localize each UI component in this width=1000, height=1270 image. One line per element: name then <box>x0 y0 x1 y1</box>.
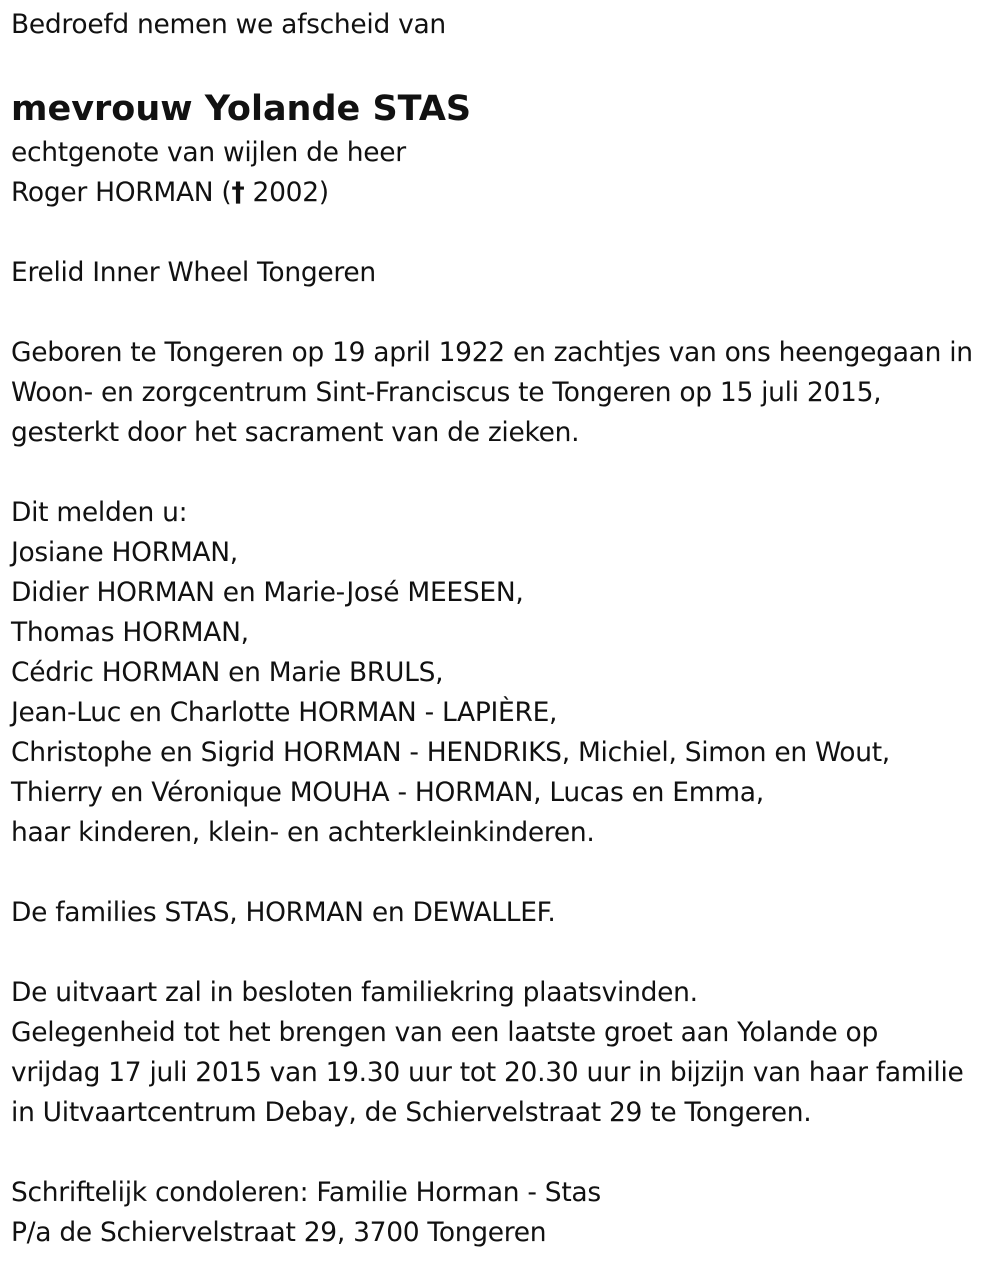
announcer-line: Josiane HORMAN, <box>11 537 238 568</box>
announcer-line: Thierry en Véronique MOUHA - HORMAN, Lucas en Emma, <box>11 777 764 808</box>
spacer <box>11 213 1000 253</box>
announcer-line: Thomas HORMAN, <box>11 617 249 648</box>
intro-text: Bedroefd nemen we afscheid van <box>11 9 446 40</box>
condolences-block <box>11 1173 1000 1253</box>
spouse-death-year: 2002) <box>244 177 329 208</box>
announcer-line: Didier HORMAN en Marie-José MEESEN, <box>11 577 524 608</box>
spacer <box>11 933 1000 973</box>
funeral-line: in Uitvaartcentrum Debay, de Schiervelstraat 29 te Tongeren. <box>11 1097 812 1128</box>
funeral-line: Gelegenheid tot het brengen van een laatste groet aan Yolande op <box>11 1017 878 1048</box>
spouse-name: Roger HORMAN ( <box>11 177 232 208</box>
spacer <box>11 293 1000 333</box>
funeral-line: vrijdag 17 juli 2015 van 19.30 uur tot 20.30 uur in bijzijn van haar familie <box>11 1057 964 1088</box>
spouse-line-2 <box>11 173 1000 213</box>
families-text: De families STAS, HORMAN en DEWALLEF. <box>11 897 556 928</box>
biography-block <box>11 333 1000 453</box>
funeral-block <box>11 973 1000 1133</box>
biography-line: Woon- en zorgcentrum Sint-Franciscus te Tongeren op 15 juli 2015, <box>11 377 882 408</box>
membership-text: Erelid Inner Wheel Tongeren <box>11 257 376 288</box>
deceased-name: mevrouw Yolande STAS <box>11 89 472 129</box>
announcer-line: haar kinderen, klein- en achterkleinkinderen. <box>11 817 595 848</box>
spacer <box>11 853 1000 893</box>
spouse-line-1: echtgenote van wijlen de heer <box>11 137 406 168</box>
announcer-line: Cédric HORMAN en Marie BRULS, <box>11 657 444 688</box>
funeral-line: De uitvaart zal in besloten familiekring plaatsvinden. <box>11 977 698 1008</box>
condolences-line: Schriftelijk condoleren: Familie Horman - Stas <box>11 1177 601 1208</box>
announcers-heading: Dit melden u: <box>11 497 188 528</box>
spacer <box>11 453 1000 493</box>
biography-line: Geboren te Tongeren op 19 april 1922 en zachtjes van ons heengegaan in <box>11 337 973 368</box>
announcers-list <box>11 533 1000 853</box>
cross-icon: † <box>231 177 245 208</box>
announcer-line: Jean-Luc en Charlotte HORMAN - LAPIÈRE, <box>11 697 558 728</box>
biography-line: gesterkt door het sacrament van de zieken. <box>11 417 580 448</box>
spacer <box>11 1133 1000 1173</box>
announcer-line: Christophe en Sigrid HORMAN - HENDRIKS, Michiel, Simon en Wout, <box>11 737 890 768</box>
condolences-address: P/a de Schiervelstraat 29, 3700 Tongeren <box>11 1217 547 1248</box>
